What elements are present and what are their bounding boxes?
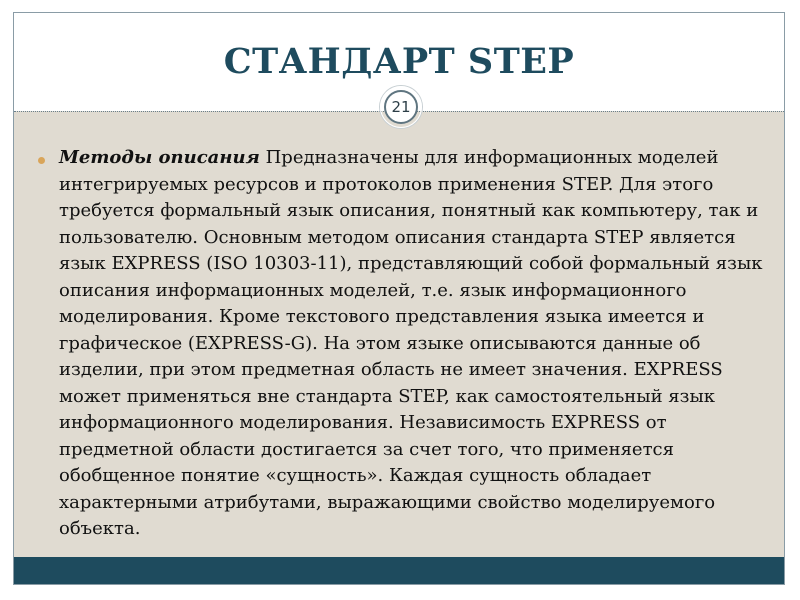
bullet-body: Предназначены для информационных моделей интегрируемых ресурсов и протоколов применения STEP. Для этого требуется формальный язык описания, понятный как компьютеру, так и пользователю. Основным методом описания стандарта STEP является язык EXPRESS (ISO 10303-11), представляющий собой формальный язык описания информационных моделей, т.е. язык информационного моделирования. Кроме текстового представления языка имеется и графическое (EXPRESS-G). На этом языке описываются данные об изделии, при этом предметная область не имеет значения. EXPRESS может применяться вне стандарта STEP, как самостоятельный язык информационного моделирования. Независимость EXPRESS от предметной области достигается за счет того, что применяется обобщенное понятие «сущность». Каждая сущность обладает характерными атрибутами, выражающими свойство моделируемого объекта. [59, 147, 763, 539]
bullet-text [59, 145, 768, 543]
page-number-badge [384, 90, 418, 124]
slide-content [38, 145, 768, 543]
bullet-item [38, 145, 768, 543]
footer-bar [14, 557, 784, 584]
slide-title: СТАНДАРТ STEP [223, 41, 575, 82]
page-number: 21 [391, 98, 411, 116]
bullet-lead: Методы описания [59, 147, 260, 168]
slide [13, 12, 785, 585]
bullet-dot-icon [38, 157, 45, 164]
